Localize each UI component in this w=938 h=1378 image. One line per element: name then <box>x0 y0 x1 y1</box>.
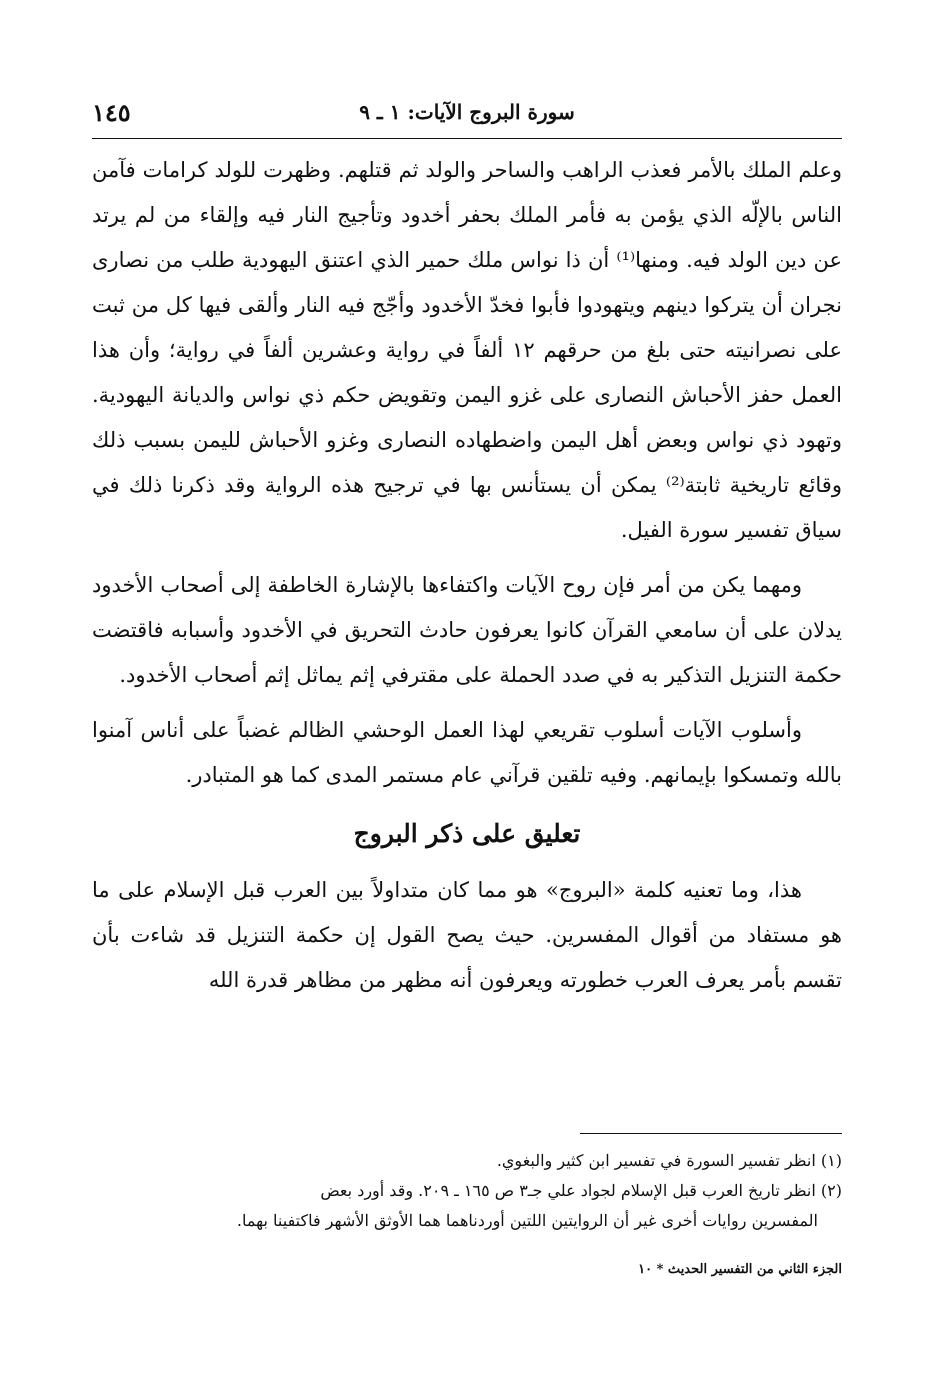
paragraph-3: وأسلوب الآيات أسلوب تقريعي لهذا العمل الوحشي الظالم غضباً على أناس آمنوا بالله وتمسكوا بإيمانهم. وفيه تلقين قرآني عام مستمر المدى كما هو المتبادر. <box>92 718 842 787</box>
running-header <box>92 98 842 134</box>
header-rule <box>92 138 842 139</box>
footnotes <box>92 1146 842 1236</box>
footnote-2: (٢) انظر تاريخ العرب قبل الإسلام لجواد علي جـ٣ ص ١٦٥ ـ ٢٠٩. وقد أورد بعض <box>320 1181 842 1200</box>
paragraph-2: ومهما يكن من أمر فإن روح الآيات واكتفاءها بالإشارة الخاطفة إلى أصحاب الأخدود يدلان على أن سامعي القرآن كانوا يعرفون حادث التحريق في الأخدود وأسبابه فاقتضت حكمة التنزيل التذكير به في صدد الحملة على مقترفي إثم يماثل إثم أصحاب الأخدود. <box>92 573 842 687</box>
volume-signature: الجزء الثاني من التفسير الحديث * ١٠ <box>638 1262 842 1277</box>
main-text <box>92 148 842 1003</box>
footnote-rule <box>580 1133 842 1134</box>
running-title: سورة البروج الآيات: ١ ـ ٩ <box>359 100 575 124</box>
section-heading: تعليق على ذكر البروج <box>353 819 581 848</box>
paragraph-1: وعلم الملك بالأمر فعذب الراهب والساحر والولد ثم قتلهم. وظهرت للولد كرامات فآمن الناس بالإلّه الذي يؤمن به فأمر الملك بحفر أخدود وتأجيج النار فيه وإلقاء من لم يرتد عن دين الولد فيه. ومنها⁽¹⁾ أن ذا نواس ملك حمير الذي اعتنق اليهودية طلب من نصارى نجران أن يتركوا دينهم ويتهودوا فأبوا فخدّ الأخدود وأجّج فيه النار وألقى فيها كل من ثبت على نصرانيته حتى بلغ من حرقهم ١٢ ألفاً في رواية وعشرين ألفاً في رواية؛ وأن هذا العمل حفز الأحباش النصارى على غزو اليمن وتقويض حكم ذي نواس والديانة اليهودية. وتهود ذي نواس وبعض أهل اليمن واضطهاده النصارى وغزو الأحباش لليمن بسبب ذلك وقائع تاريخية ثابتة⁽²⁾ يمكن أن يستأنس بها في ترجيح هذه الرواية وقد ذكرنا ذلك في سياق تفسير سورة الفيل. <box>92 158 842 542</box>
page-number: ١٤٥ <box>92 98 131 127</box>
section-paragraph: هذا، وما تعنيه كلمة «البروج» هو مما كان متداولاً بين العرب قبل الإسلام على ما هو مستفاد من أقوال المفسرين. حيث يصح القول إن حكمة التنزيل قد شاءت بأن تقسم بأمر يعرف العرب خطورته ويعرفون أنه مظهر من مظاهر قدرة الله <box>92 878 842 992</box>
footnote-1: (١) انظر تفسير السورة في تفسير ابن كثير والبغوي. <box>496 1151 842 1170</box>
footnote-2-continuation: المفسرين روايات أخرى غير أن الروايتين اللتين أوردناهما هما الأوثق الأشهر فاكتفينا بهما. <box>236 1211 818 1230</box>
